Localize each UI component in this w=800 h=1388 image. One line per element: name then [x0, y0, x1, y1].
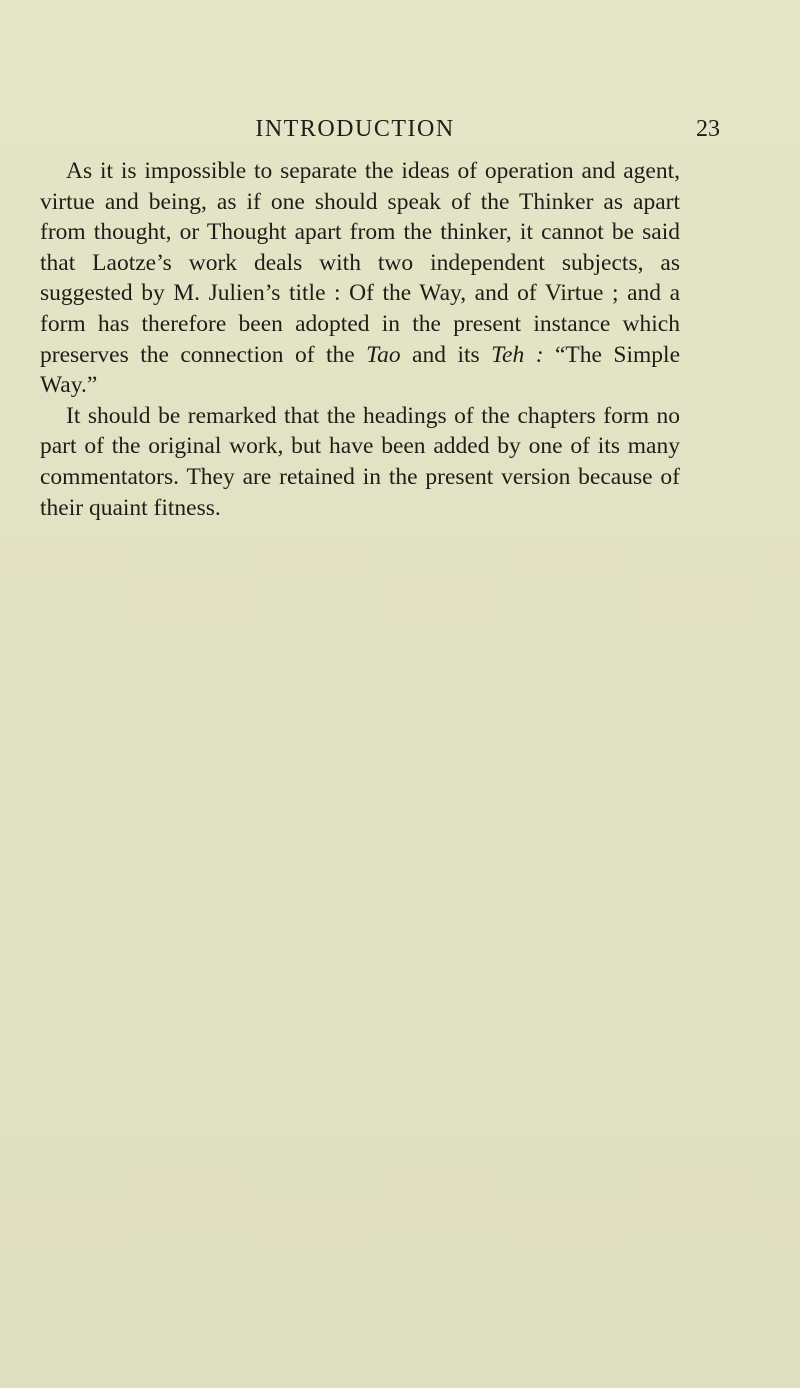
paragraph-1-text-c: “The Simple Way.” — [40, 341, 681, 399]
term-tao: Tao — [366, 341, 401, 368]
paragraph-2: It should be remarked that the headings of the chapters form no part of the original work, but have been added by one of its many commentators. They are retained in the present version because of their quaint fitness. — [40, 402, 680, 521]
chapter-heading: INTRODUCTION — [255, 116, 455, 142]
paragraph-1 — [40, 156, 680, 401]
term-teh: Teh : — [491, 341, 544, 368]
running-head — [40, 113, 740, 145]
paragraph-1-text-a: As it is impossible to separate the ideas of operation and agent, virtue and being, as if one should speak of the Thinker as apart from thought, or Thought apart from the thinker, it cannot be said that Laotze’s work deals with two independent subjects, as suggested by M. Julien’s title : Of the Way, and of Virtue ; and a form has therefore been adopted in the present instance which preserves the connection of the — [40, 158, 680, 368]
body-text — [40, 156, 680, 523]
paragraph-1-text-b: and its — [400, 341, 492, 368]
page-number: 23 — [696, 116, 720, 142]
